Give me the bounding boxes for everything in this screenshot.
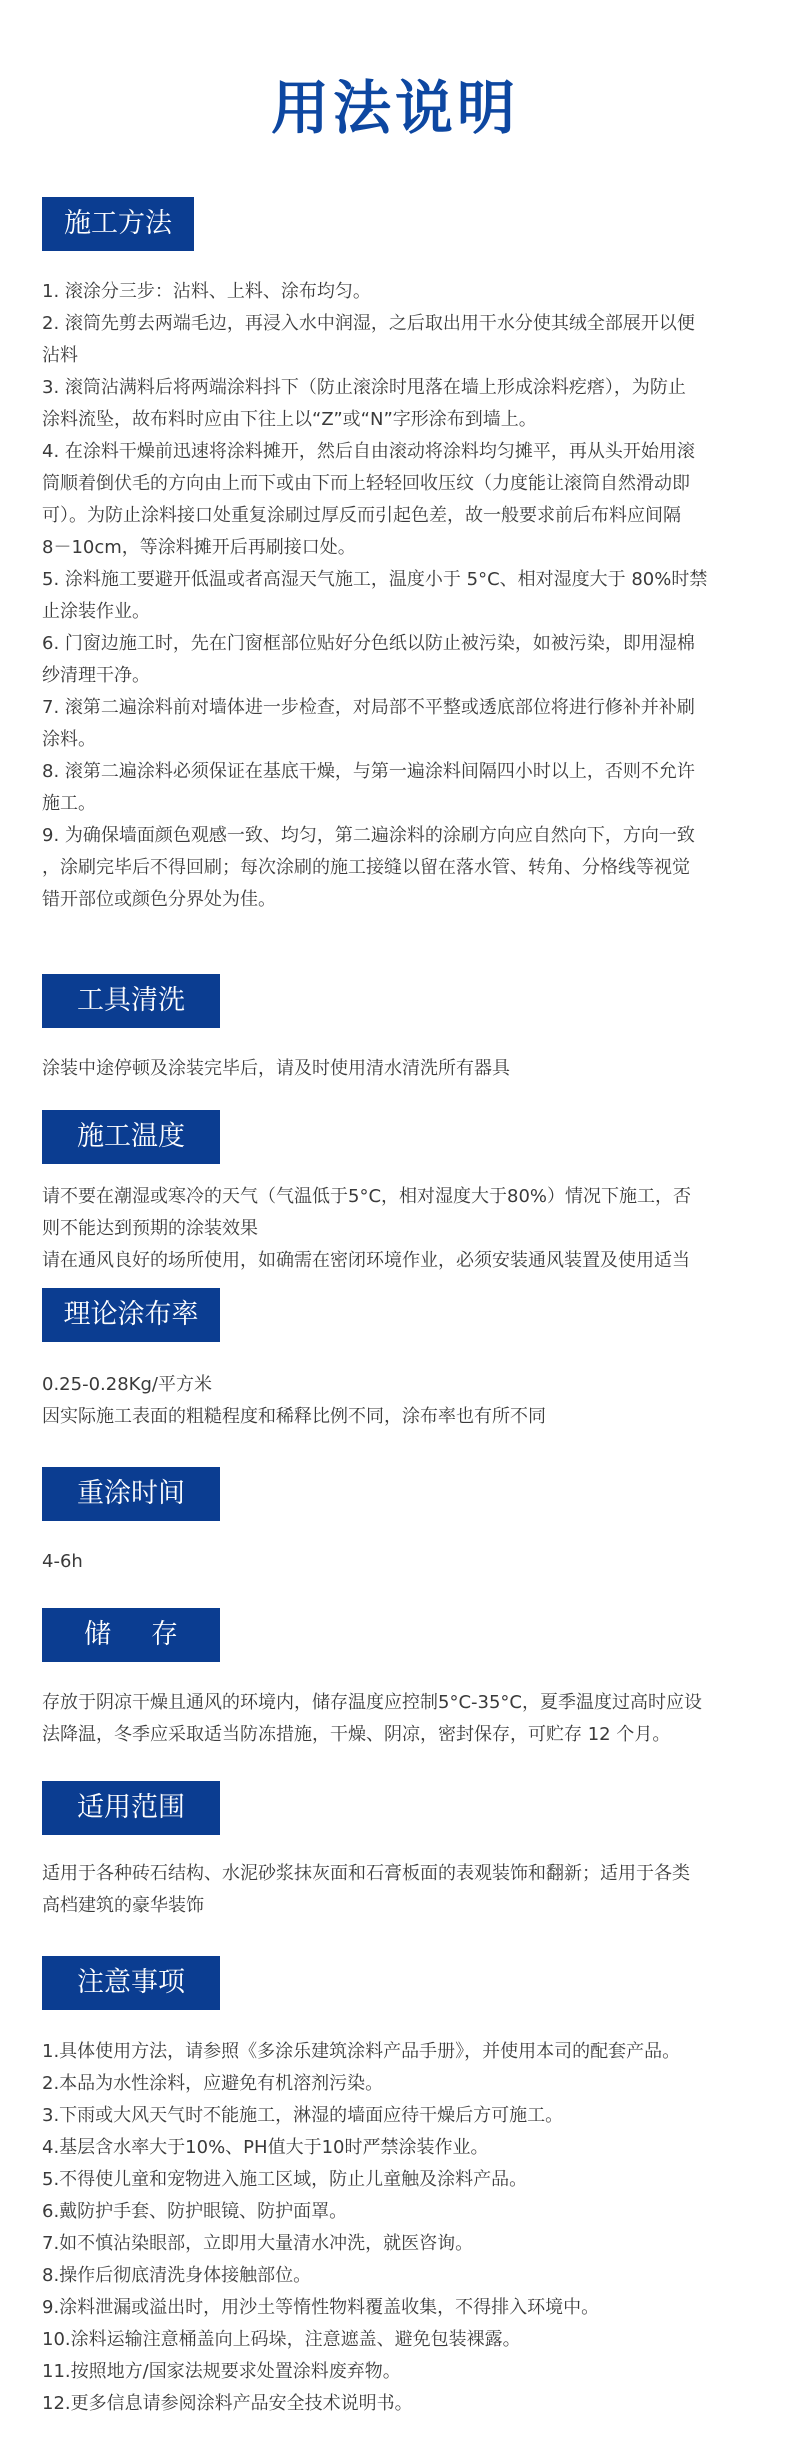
recoat-line: 4-6h xyxy=(42,1551,83,1572)
notes-line: 11.按照地方/国家法规要求处置涂料废弃物。 xyxy=(42,2361,401,2382)
method-line: ，涂刷完毕后不得回刷；每次涂刷的施工接缝以留在落水管、转角、分格线等视觉 xyxy=(42,857,690,878)
notes-line: 5.不得使儿童和宠物进入施工区域，防止儿童触及涂料产品。 xyxy=(42,2169,528,2190)
section-heading-cleaning: 工具清洗 xyxy=(42,974,220,1028)
section-body-notes xyxy=(42,2036,752,2420)
method-line: 纱清理干净。 xyxy=(42,665,150,686)
method-line: 施工。 xyxy=(42,793,96,814)
method-line: 4. 在涂料干燥前迅速将涂料摊开，然后自由滚动将涂料均匀摊平，再从头开始用滚 xyxy=(42,441,695,462)
scope-line: 适用于各种砖石结构、水泥砂浆抹灰面和石膏板面的表观装饰和翻新；适用于各类 xyxy=(42,1863,690,1884)
section-body-storage xyxy=(42,1687,752,1751)
scope-line: 高档建筑的豪华装饰 xyxy=(42,1895,204,1916)
notes-line: 7.如不慎沾染眼部，立即用大量清水冲洗，就医咨询。 xyxy=(42,2233,474,2254)
temperature-line: 请不要在潮湿或寒冷的天气（气温低于5°C，相对湿度大于80%）情况下施工，否 xyxy=(42,1186,692,1207)
method-line: 错开部位或颜色分界处为佳。 xyxy=(42,889,276,910)
method-line: 8－10cm，等涂料摊开后再刷接口处。 xyxy=(42,537,356,558)
method-line: 筒顺着倒伏毛的方向由上而下或由下而上轻轻回收压纹（力度能让滚筒自然滑动即 xyxy=(42,473,690,494)
storage-line: 存放于阴凉干燥且通风的环境内，储存温度应控制5°C-35°C，夏季温度过高时应设 xyxy=(42,1692,702,1713)
section-body-cleaning xyxy=(42,1053,752,1085)
method-line: 6. 门窗边施工时，先在门窗框部位贴好分色纸以防止被污染，如被污染，即用湿棉 xyxy=(42,633,695,654)
notes-line: 3.下雨或大风天气时不能施工，淋湿的墙面应待干燥后方可施工。 xyxy=(42,2105,564,2126)
section-heading-coverage: 理论涂布率 xyxy=(42,1288,220,1342)
method-line: 9. 为确保墙面颜色观感一致、均匀，第二遍涂料的涂刷方向应自然向下，方向一致 xyxy=(42,825,695,846)
storage-line: 法降温，冬季应采取适当防冻措施，干燥、阴凉，密封保存，可贮存 12 个月。 xyxy=(42,1724,671,1745)
section-heading-scope: 适用范围 xyxy=(42,1781,220,1835)
cleaning-line: 涂装中途停顿及涂装完毕后，请及时使用清水清洗所有器具 xyxy=(42,1058,510,1079)
notes-line: 2.本品为水性涂料，应避免有机溶剂污染。 xyxy=(42,2073,384,2094)
coverage-line: 因实际施工表面的粗糙程度和稀释比例不同，涂布率也有所不同 xyxy=(42,1406,546,1427)
notes-line: 12.更多信息请参阅涂料产品安全技术说明书。 xyxy=(42,2393,413,2414)
method-line: 止涂装作业。 xyxy=(42,601,150,622)
temperature-line: 请在通风良好的场所使用，如确需在密闭环境作业，必须安装通风装置及使用适当 xyxy=(42,1250,690,1271)
section-body-method xyxy=(42,276,752,916)
section-heading-temperature: 施工温度 xyxy=(42,1110,220,1164)
method-line: 2. 滚筒先剪去两端毛边，再浸入水中润湿，之后取出用干水分使其绒全部展开以便 xyxy=(42,313,695,334)
section-heading-storage: 储存 xyxy=(42,1608,220,1662)
method-line: 5. 涂料施工要避开低温或者高湿天气施工，温度小于 5°C、相对湿度大于 80%时禁 xyxy=(42,569,708,590)
notes-line: 6.戴防护手套、防护眼镜、防护面罩。 xyxy=(42,2201,348,2222)
section-body-temperature xyxy=(42,1181,752,1277)
notes-line: 8.操作后彻底清洗身体接触部位。 xyxy=(42,2265,312,2286)
method-line: 涂料。 xyxy=(42,729,96,750)
page-title: 用法说明 xyxy=(270,74,519,142)
method-line: 8. 滚第二遍涂料必须保证在基底干燥，与第一遍涂料间隔四小时以上，否则不允许 xyxy=(42,761,695,782)
method-line: 7. 滚第二遍涂料前对墙体进一步检查，对局部不平整或透底部位将进行修补并补刷 xyxy=(42,697,695,718)
section-heading-recoat: 重涂时间 xyxy=(42,1467,220,1521)
method-line: 沾料 xyxy=(42,345,78,366)
method-line: 1. 滚涂分三步：沾料、上料、涂布均匀。 xyxy=(42,281,371,302)
method-line: 可）。为防止涂料接口处重复涂刷过厚反而引起色差，故一般要求前后布料应间隔 xyxy=(42,505,681,526)
section-body-recoat xyxy=(42,1546,752,1578)
notes-line: 4.基层含水率大于10%、PH值大于10时严禁涂装作业。 xyxy=(42,2137,489,2158)
section-heading-method: 施工方法 xyxy=(42,197,194,251)
section-body-coverage xyxy=(42,1369,752,1433)
coverage-line: 0.25-0.28Kg/平方米 xyxy=(42,1374,212,1395)
notes-line: 9.涂料泄漏或溢出时，用沙土等惰性物料覆盖收集，不得排入环境中。 xyxy=(42,2297,600,2318)
method-line: 3. 滚筒沾满料后将两端涂料抖下（防止滚涂时甩落在墙上形成涂料疙瘩），为防止 xyxy=(42,377,686,398)
notes-line: 1.具体使用方法，请参照《多涂乐建筑涂料产品手册》，并使用本司的配套产品。 xyxy=(42,2041,681,2062)
notes-line: 10.涂料运输注意桶盖向上码垛，注意遮盖、避免包装裸露。 xyxy=(42,2329,521,2350)
section-body-scope xyxy=(42,1858,752,1922)
method-line: 涂料流坠，故布料时应由下往上以“Z”或“N”字形涂布到墙上。 xyxy=(42,409,537,430)
section-heading-notes: 注意事项 xyxy=(42,1956,220,2010)
temperature-line: 则不能达到预期的涂装效果 xyxy=(42,1218,258,1239)
